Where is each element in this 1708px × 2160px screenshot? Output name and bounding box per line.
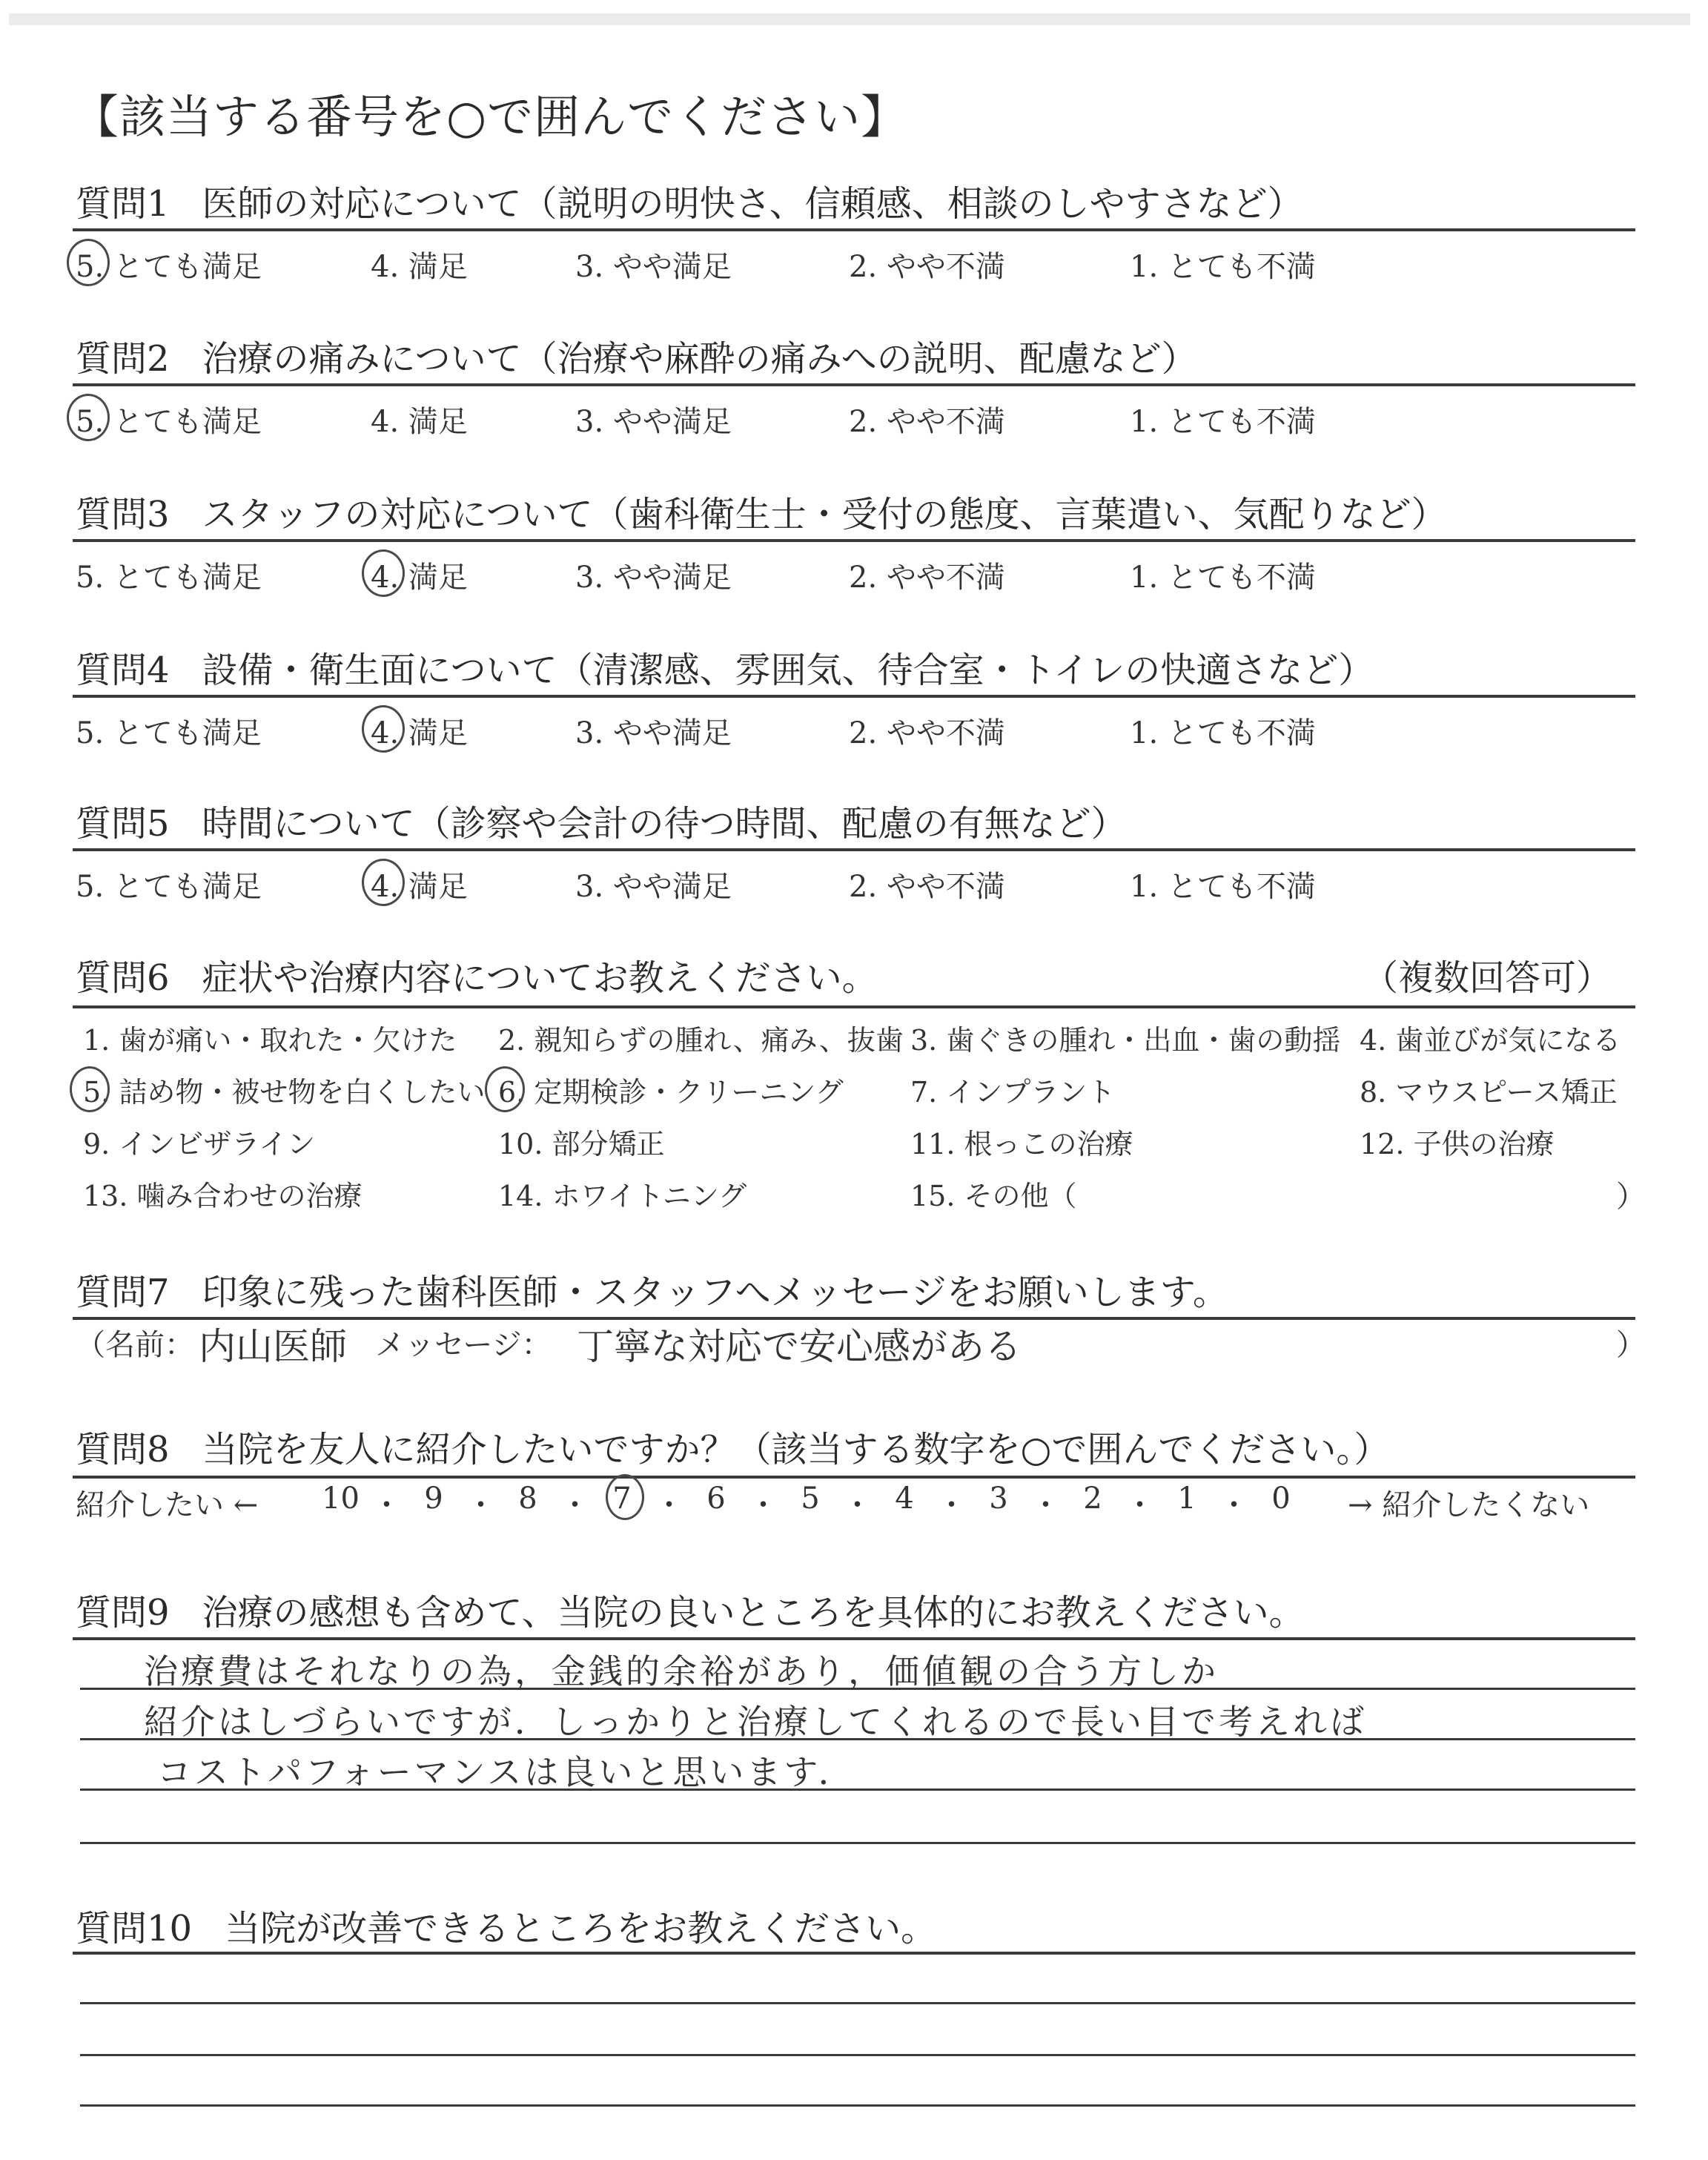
q6-option-6[interactable]: 6. 定期検診・クリーニング <box>498 1076 844 1109</box>
q3-label: 質問3 <box>76 494 170 535</box>
q3-rule <box>73 539 1635 542</box>
q4-option-2[interactable]: 2. やや不満 <box>849 716 1005 750</box>
q5-text: 時間について（診察や会計の待つ時間、配慮の有無など） <box>202 803 1127 845</box>
q5-option-5[interactable]: 5. とても満足 <box>76 870 262 904</box>
q1-option-1[interactable]: 1. とても不満 <box>1130 250 1316 284</box>
q9-label: 質問9 <box>76 1592 170 1634</box>
q2-option-4[interactable]: 4. 満足 <box>371 405 468 439</box>
q8-separator: ・ <box>654 1488 684 1522</box>
q2-title <box>76 330 1197 381</box>
q6-option-12[interactable]: 12. 子供の治療 <box>1360 1128 1555 1160</box>
q6-option-9[interactable]: 9. インビザライン <box>83 1128 316 1160</box>
q8-right-label: → 紹介したくない <box>1348 1488 1590 1522</box>
q8-score-2[interactable]: 2 <box>1083 1482 1102 1516</box>
q6-option-11[interactable]: 11. 根っこの治療 <box>910 1128 1133 1160</box>
q8-separator: ・ <box>1125 1488 1155 1522</box>
q10-answer-line-1[interactable] <box>80 2002 1635 2004</box>
q10-text: 当院が改善できるところをお教えください。 <box>225 1908 937 1949</box>
q9-answer-line-3[interactable]: コストパフォーマンスは良いと思います． <box>157 1752 855 1792</box>
q4-option-1[interactable]: 1. とても不満 <box>1130 716 1316 750</box>
q6-note: （複数回答可） <box>1363 957 1612 999</box>
q10-label: 質問10 <box>76 1908 193 1949</box>
q8-separator: ・ <box>748 1488 778 1522</box>
q8-separator: ・ <box>936 1488 967 1522</box>
page-heading: 【該当する番号を○で囲んでください】 <box>73 90 908 144</box>
q6-option-15[interactable]: 15. その他（ <box>910 1180 1077 1212</box>
q3-option-5[interactable]: 5. とても満足 <box>76 561 262 595</box>
q9-title <box>76 1584 1305 1635</box>
q2-label: 質問2 <box>76 338 170 380</box>
q8-separator: ・ <box>466 1488 496 1522</box>
q3-option-1[interactable]: 1. とても不満 <box>1130 561 1316 595</box>
q2-text: 治療の痛みについて（治療や麻酔の痛みへの説明、配慮など） <box>202 338 1197 380</box>
q1-title <box>76 175 1303 226</box>
q7-message-label: メッセージ： <box>375 1328 552 1362</box>
q8-rule <box>73 1476 1635 1479</box>
q2-rule <box>73 383 1635 386</box>
q8-score-1[interactable]: 1 <box>1177 1482 1196 1516</box>
q6-text: 症状や治療内容についてお教えください。 <box>202 957 878 999</box>
q5-title <box>76 795 1127 846</box>
q3-option-3[interactable]: 3. やや満足 <box>575 561 732 595</box>
q4-option-5[interactable]: 5. とても満足 <box>76 716 262 750</box>
q4-option-4[interactable]: 4. 満足 <box>371 716 468 750</box>
q6-option-14[interactable]: 14. ホワイトニング <box>498 1180 747 1212</box>
q8-separator: ・ <box>1030 1488 1061 1522</box>
q7-name-value[interactable]: 内山医師 <box>199 1325 347 1368</box>
q6-option-8[interactable]: 8. マウスピース矯正 <box>1360 1076 1618 1109</box>
q8-left-label: 紹介したい ← <box>76 1488 259 1522</box>
q3-option-4[interactable]: 4. 満足 <box>371 561 468 595</box>
q2-option-1[interactable]: 1. とても不満 <box>1130 405 1316 439</box>
q6-label: 質問6 <box>76 957 170 999</box>
q7-name-label: （名前： <box>76 1328 194 1362</box>
q1-option-3[interactable]: 3. やや満足 <box>575 250 732 284</box>
q5-label: 質問5 <box>76 803 170 845</box>
q6-close-paren: ） <box>1616 1180 1646 1214</box>
q5-option-4[interactable]: 4. 満足 <box>371 870 468 904</box>
q6-title <box>76 949 878 1000</box>
q4-title <box>76 641 1374 693</box>
q6-option-4[interactable]: 4. 歯並びが気になる <box>1360 1024 1621 1057</box>
q6-option-2[interactable]: 2. 親知らずの腫れ、痛み、抜歯 <box>498 1024 904 1057</box>
q10-rule <box>73 1952 1635 1955</box>
q2-option-5[interactable]: 5. とても満足 <box>76 405 262 439</box>
q9-text: 治療の感想も含めて、当院の良いところを具体的にお教えください。 <box>202 1592 1305 1634</box>
q4-rule <box>73 695 1635 698</box>
q8-score-7[interactable]: 7 <box>612 1482 632 1516</box>
q5-option-2[interactable]: 2. やや不満 <box>849 870 1005 904</box>
q8-text: 当院を友人に紹介したいですか？（該当する数字を○で囲んでください。） <box>202 1429 1390 1470</box>
q8-separator: ・ <box>560 1488 590 1522</box>
q10-answer-line-2[interactable] <box>80 2054 1635 2056</box>
q3-text: スタッフの対応について（歯科衛生士・受付の態度、言葉遣い、気配りなど） <box>202 494 1447 535</box>
q1-label: 質問1 <box>76 183 170 225</box>
q3-option-2[interactable]: 2. やや不満 <box>849 561 1005 595</box>
q5-option-3[interactable]: 3. やや満足 <box>575 870 732 904</box>
q8-separator: ・ <box>371 1488 402 1522</box>
q8-score-10[interactable]: 10 <box>322 1482 360 1516</box>
q8-separator: ・ <box>1219 1488 1249 1522</box>
q8-score-0[interactable]: 0 <box>1271 1482 1291 1516</box>
q9-answer-line-2[interactable]: 紹介はしづらいですが．しっかりと治療してくれるので長い目で考えれば <box>144 1702 1367 1742</box>
q7-label: 質問7 <box>76 1272 170 1313</box>
q6-option-5[interactable]: 5. 詰め物・被せ物を白くしたい <box>83 1076 486 1109</box>
q1-text: 医師の対応について（説明の明快さ、信頼感、相談のしやすさなど） <box>202 183 1303 225</box>
q9-answer-line-1[interactable]: 治療費はそれなりの為，金銭的余裕があり，価値観の合う方しか <box>144 1651 1219 1691</box>
q2-option-2[interactable]: 2. やや不満 <box>849 405 1005 439</box>
q10-answer-line-3[interactable] <box>80 2104 1635 2107</box>
q4-option-3[interactable]: 3. やや満足 <box>575 716 732 750</box>
q8-score-9[interactable]: 9 <box>424 1482 443 1516</box>
q8-score-8[interactable]: 8 <box>518 1482 537 1516</box>
q6-option-7[interactable]: 7. インプラント <box>910 1076 1116 1109</box>
q1-option-5[interactable]: 5. とても満足 <box>76 250 262 284</box>
scan-top-edge <box>9 13 1690 25</box>
q9-answer-rule-4[interactable] <box>80 1842 1635 1844</box>
q6-rule <box>73 1005 1635 1008</box>
q6-option-3[interactable]: 3. 歯ぐきの腫れ・出血・歯の動揺 <box>910 1024 1341 1057</box>
q6-option-10[interactable]: 10. 部分矯正 <box>498 1128 665 1160</box>
q8-score-5[interactable]: 5 <box>801 1482 820 1516</box>
q1-option-4[interactable]: 4. 満足 <box>371 250 468 284</box>
q4-text: 設備・衛生面について（清潔感、雰囲気、待合室・トイレの快適さなど） <box>202 650 1374 691</box>
q3-title <box>76 486 1447 537</box>
q8-score-3[interactable]: 3 <box>989 1482 1008 1516</box>
q5-rule <box>73 848 1635 851</box>
q1-rule <box>73 228 1635 231</box>
q6-option-1[interactable]: 1. 歯が痛い・取れた・欠けた <box>83 1024 457 1057</box>
q5-option-1[interactable]: 1. とても不満 <box>1130 870 1316 904</box>
q7-title <box>76 1264 1228 1315</box>
q8-separator: ・ <box>842 1488 873 1522</box>
q6-option-13[interactable]: 13. 噛み合わせの治療 <box>83 1180 363 1212</box>
q7-close-paren: ） <box>1616 1328 1646 1362</box>
q9-rule <box>73 1637 1635 1640</box>
q7-message-value[interactable]: 丁寧な対応で安心感がある <box>577 1325 1022 1368</box>
q7-text: 印象に残った歯科医師・スタッフへメッセージをお願いします。 <box>202 1272 1228 1313</box>
q8-score-6[interactable]: 6 <box>706 1482 726 1516</box>
q10-title <box>76 1900 936 1951</box>
q2-option-3[interactable]: 3. やや満足 <box>575 405 732 439</box>
q8-title <box>76 1421 1389 1472</box>
q1-option-2[interactable]: 2. やや不満 <box>849 250 1005 284</box>
q4-label: 質問4 <box>76 650 170 691</box>
q8-score-4[interactable]: 4 <box>895 1482 914 1516</box>
q8-label: 質問8 <box>76 1429 170 1470</box>
